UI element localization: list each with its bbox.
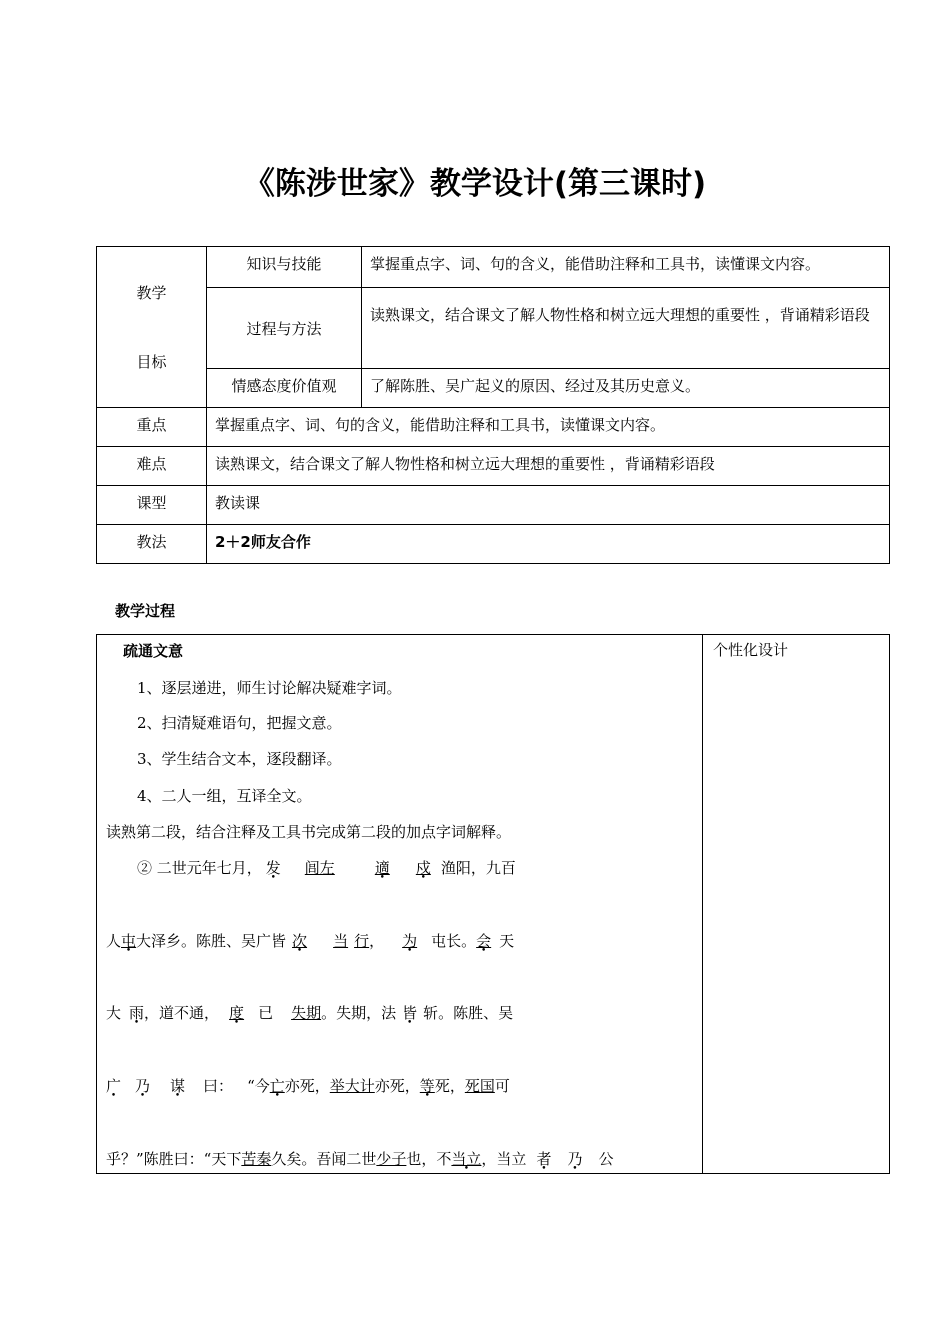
passage-text: 大泽乡。陈胜、吴广皆 <box>136 932 287 950</box>
step-1: 1、逐层递进，师生讨论解决疑难字词。 <box>137 679 402 697</box>
underlined-word: 当 <box>333 932 349 950</box>
passage-text: 渔阳，九百 <box>440 859 516 877</box>
info-label-2: 难点 <box>97 447 207 486</box>
info-text-2: 读熟课文，结合课文了解人物性格和树立远大理想的重要性 ，背诵精彩语段 <box>207 447 890 486</box>
personal-design-header: 个性化设计 <box>713 641 789 659</box>
passage-text: 亦死， <box>284 1077 330 1095</box>
process-content <box>97 635 703 1174</box>
underlined-word: 举大计 <box>329 1077 375 1095</box>
step-2: 2、扫清疑难语句，把握文意。 <box>137 714 342 732</box>
passage-text: ② 二世元年七月， <box>137 859 262 877</box>
passage-line-2 <box>106 930 514 951</box>
goal-text-3: 了解陈胜、吴广起义的原因、经过及其历史意义。 <box>362 369 890 408</box>
underlined-word: 少子 <box>376 1150 407 1168</box>
page-title: 《陈涉世家》教学设计(第三课时) <box>243 166 707 202</box>
goal-sub-1: 知识与技能 <box>207 247 362 288</box>
passage-text: 亦死， <box>374 1077 420 1095</box>
underlined-word: 闾左 <box>304 859 335 877</box>
dotted-word: 乃 <box>135 1077 151 1095</box>
instruction: 读熟第二段，结合注释及工具书完成第二段的加点字词解释。 <box>106 823 512 841</box>
passage-text: ，道不通， <box>144 1004 220 1022</box>
passage-line-5 <box>106 1148 613 1169</box>
section-title: 疏通文意 <box>123 642 184 660</box>
process-table <box>96 634 890 1174</box>
info-text-4: 2＋2师友合作 <box>207 525 890 564</box>
goals-label <box>97 247 207 408</box>
goal-sub-2: 过程与方法 <box>207 288 362 369</box>
passage-text: 屯长。 <box>431 932 477 950</box>
passage-text: “今 <box>247 1077 270 1095</box>
dotted-word: 亡 <box>269 1077 285 1095</box>
dotted-word: 適 <box>374 859 390 877</box>
dotted-word: 戍 <box>415 859 431 877</box>
dotted-word: 为 <box>402 932 418 950</box>
dotted-word: 皆 <box>402 1004 418 1022</box>
goal-sub-3: 情感态度价值观 <box>207 369 362 408</box>
passage-text: 久矣。吾闻二世 <box>271 1150 377 1168</box>
dotted-word: 等 <box>419 1077 435 1095</box>
passage-text: 乎？”陈胜曰：“天下 <box>106 1150 242 1168</box>
dotted-word: 乃 <box>567 1150 583 1168</box>
passage-text: 天 <box>499 932 515 950</box>
passage-text: 人 <box>106 932 122 950</box>
dotted-word: 屯 <box>121 932 137 950</box>
process-heading: 教学过程 <box>115 602 176 620</box>
underlined-word: 死国 <box>464 1077 495 1095</box>
info-label-4: 教法 <box>97 525 207 564</box>
goals-label-top: 教学 <box>136 284 167 302</box>
dotted-word: 发 <box>265 859 281 877</box>
goal-text-2: 读熟课文，结合课文了解人物性格和树立远大理想的重要性 ，背诵精彩语段 <box>362 288 890 369</box>
dotted-word: 广 <box>106 1077 122 1095</box>
dotted-word: 会 <box>476 932 492 950</box>
passage-line-4 <box>106 1075 510 1096</box>
passage-text: 公 <box>598 1150 614 1168</box>
dotted-word: 当立 <box>451 1150 482 1168</box>
info-label-1: 重点 <box>97 408 207 447</box>
passage-text: 曰： <box>203 1077 234 1095</box>
passage-text: 死， <box>434 1077 465 1095</box>
goal-text-1: 掌握重点字、词、句的含义，能借助注释和工具书，读懂课文内容。 <box>362 247 890 288</box>
step-3: 3、学生结合文本，逐段翻译。 <box>137 750 342 768</box>
info-text-3: 教读课 <box>207 486 890 525</box>
dotted-word: 雨 <box>129 1004 145 1022</box>
dotted-word: 次 <box>292 932 308 950</box>
dotted-word: 谋 <box>170 1077 186 1095</box>
personal-design-column <box>703 635 890 1174</box>
passage-text: 斩。陈胜、吴 <box>423 1004 514 1022</box>
info-label-3: 课型 <box>97 486 207 525</box>
underlined-word: 行 <box>354 932 370 950</box>
underlined-word: 苦秦 <box>241 1150 272 1168</box>
passage-line-3 <box>106 1002 513 1023</box>
underlined-word: 失期 <box>291 1004 322 1022</box>
passage-text: ，当立 <box>481 1150 527 1168</box>
passage-text: 可 <box>494 1077 510 1095</box>
goals-table <box>96 246 890 564</box>
step-4: 4、二人一组，互译全文。 <box>137 787 312 805</box>
passage-text: 大 <box>106 1004 122 1022</box>
passage-text: ， <box>369 932 385 950</box>
goals-label-bottom: 目标 <box>136 353 167 371</box>
passage-text: 已 <box>258 1004 274 1022</box>
passage-text: 。失期，法 <box>321 1004 397 1022</box>
dotted-word: 度 <box>229 1004 245 1022</box>
passage-line-1 <box>137 857 516 878</box>
passage-text: 也，不 <box>406 1150 452 1168</box>
info-text-1: 掌握重点字、词、句的含义，能借助注释和工具书，读懂课文内容。 <box>207 408 890 447</box>
dotted-word: 者 <box>536 1150 552 1168</box>
